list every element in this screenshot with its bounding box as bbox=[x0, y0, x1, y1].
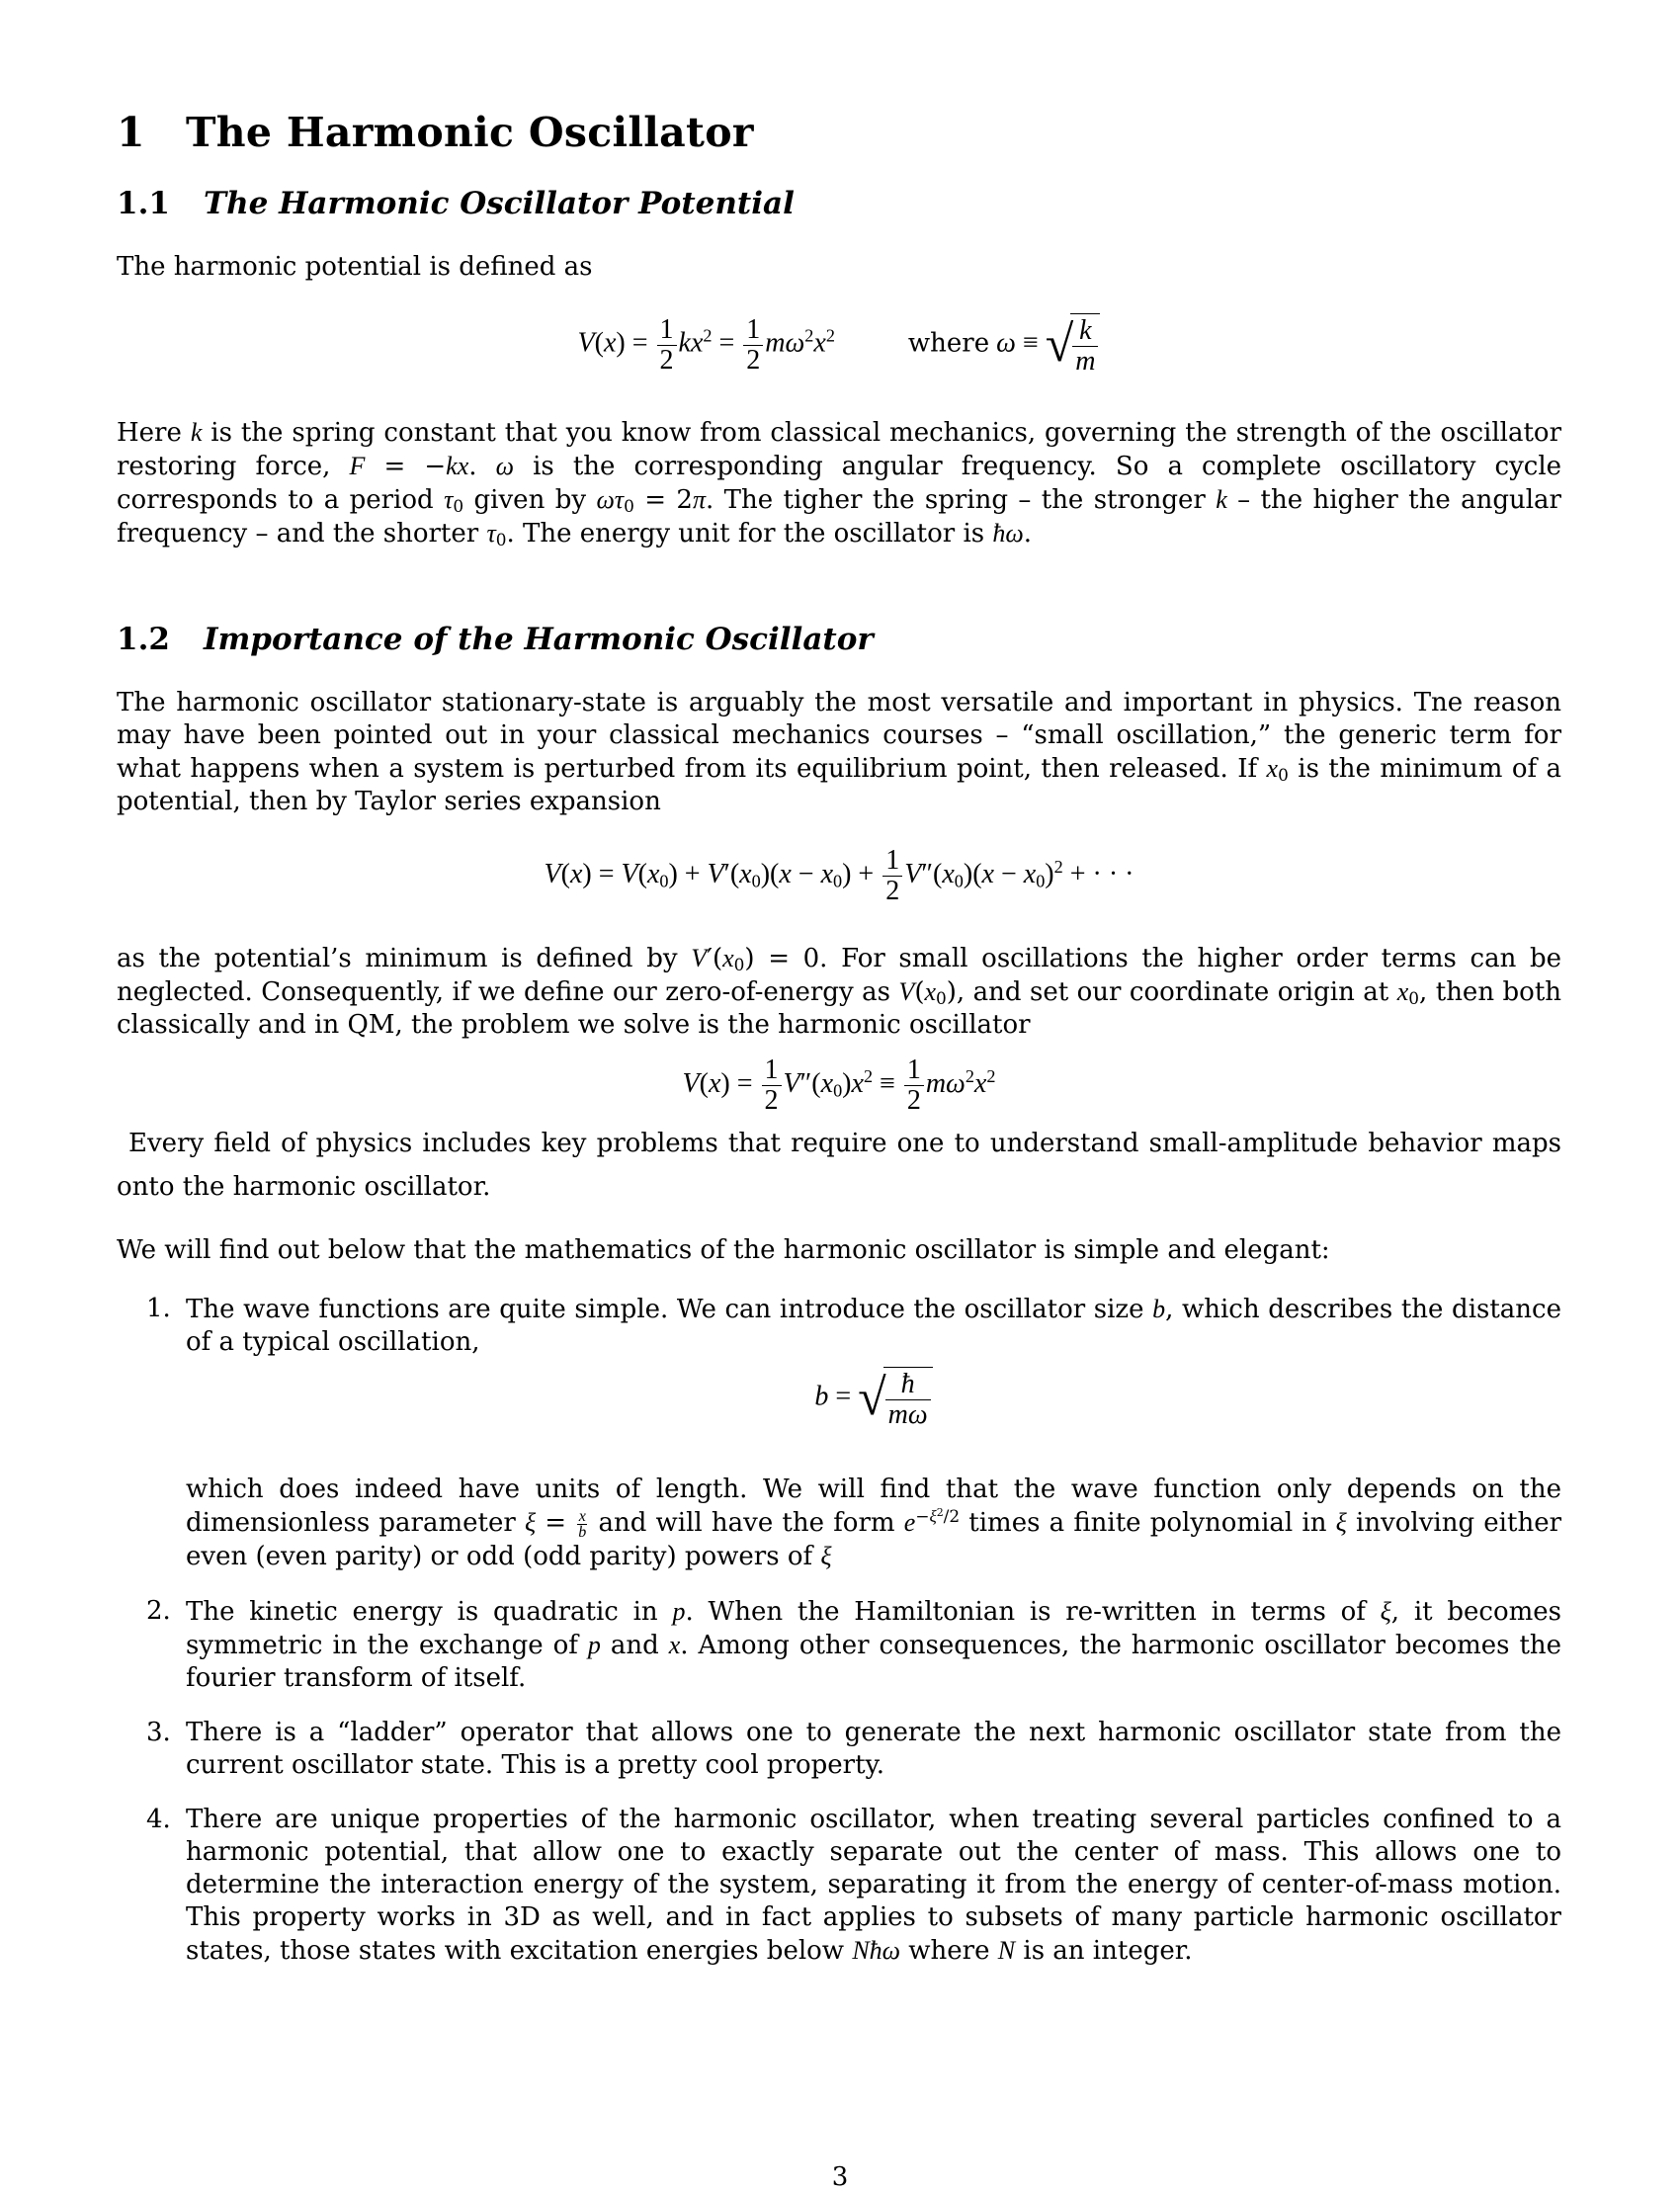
paragraph-potential-intro: The harmonic potential is defined as bbox=[117, 252, 593, 282]
page-content bbox=[117, 109, 1561, 1968]
subsection-heading-1-1 bbox=[117, 186, 1561, 221]
section-heading bbox=[117, 109, 1561, 156]
equation-taylor-expansion: $V(x) = V(x_0) + V'(x_0)(x - x_0)$ + $\frac{1}{2}$ $V''(x_0)(x - x_0)^2$ + · · · bbox=[544, 845, 1134, 906]
paragraph-importance: The harmonic oscillator stationary-state is arguably the most versatile and important in physics. Tne reason may have been pointed out in your classical mechanics courses – “small oscillation,” the generic term for what happens when a system is perturbed from its equilibrium point, then released. If $x_0$ is the minimum of a potential, then by Taylor series expansion bbox=[117, 688, 1562, 816]
equation-ho-approximation: V(x) = $\frac{1}{2}$ $V''(x_0)x^2$ ≡ $\frac{1}{2}$ $m\omega^2x^2$ bbox=[682, 1054, 996, 1116]
subsection-heading-1-2 bbox=[117, 622, 1561, 657]
list-item: 1. The wave functions are quite simple. We can introduce the oscillator size b, which describes the distance of a typical oscillation, b = √ $\frac{ħ}{m\omega}$ which does indeed have units of length. We will find that the wave function only depends on the dimensionless parameter ξ = $\frac{x}{b}$ and will have the form $e^{-\xi^2/2}$ times a finite polynomial in ξ involving either even (even parity) or odd (odd parity) powers of ξ bbox=[146, 1294, 1562, 1571]
subsection-number: 1.2 bbox=[117, 622, 170, 657]
section-title: The Harmonic Oscillator bbox=[186, 109, 754, 156]
paragraph-math-simple: We will find out below that the mathematics of the harmonic oscillator is simple and elegant: bbox=[117, 1235, 1330, 1265]
list-item: 2. The kinetic energy is quadratic in p. When the Hamiltonian is re-written in terms of ξ, it becomes symmetric in the exchange of p and x. Among other consequences, the harmonic oscillator becomes the fourier transform of itself. bbox=[146, 1596, 1562, 1693]
section-number: 1 bbox=[117, 109, 145, 156]
list-item: 3. There is a “ladder” operator that allows one to generate the next harmonic oscillator state from the current oscillator state. This is a pretty cool property. bbox=[146, 1718, 1561, 1780]
paragraph-spring-constant: Here k is the spring constant that you know from classical mechanics, governing the strength of the oscillator restoring force, F = −kx. ω is the corresponding angular frequency. So a complete oscillatory cycle corresponds to a period $\tau_0$ given by $\omega\tau_0 = 2\pi$. The tigher the spring – the stronger k – the higher the angular frequency – and the shorter $\tau_0$. The energy unit for the oscillator is ħω. bbox=[117, 418, 1562, 550]
page-number: 3 bbox=[831, 2162, 849, 2192]
equation-harmonic-potential: V(x) = $\frac{1}{2}$ $kx^2$ = $\frac{1}{2}$ $m\omega^2x^2$ where ω ≡ √ $\frac{k}{m}$ bbox=[117, 313, 1561, 377]
list-item: 4. There are unique properties of the harmonic oscillator, when treating several particles confined to a harmonic potential, that allow one to exactly separate out the center of mass. This allows one to determine the interaction energy of the system, separating it from the energy of center-of-mass motion. This property works in 3D as well, and in fact applies to subsets of many particle harmonic oscillator states, those states with excitation energies below Nħω where N is an integer. bbox=[146, 1805, 1561, 1966]
equation-oscillator-size: b = √ $\frac{ħ}{m\omega}$ bbox=[186, 1367, 1561, 1430]
subsection-title: The Harmonic Oscillator Potential bbox=[204, 186, 795, 221]
properties-list bbox=[117, 1293, 1561, 1968]
paragraph-small-oscillations: as the potential’s minimum is defined by $V'(x_0) = 0$. For small oscillations the higher order terms can be neglected. Consequently, if we define our zero-of-energy as $V(x_0)$, and set our coordinate origin at $x_0$, then both classically and in QM, the problem we solve is the harmonic oscillator bbox=[117, 944, 1562, 1040]
subsection-number: 1.1 bbox=[117, 186, 170, 221]
where-label: where bbox=[907, 328, 990, 359]
subsection-title: Importance of the Harmonic Oscillator bbox=[204, 622, 874, 657]
paragraph-every-field: Every field of physics includes key problems that require one to understand small-amplitude behavior maps onto the harmonic oscillator. bbox=[117, 1129, 1561, 1202]
